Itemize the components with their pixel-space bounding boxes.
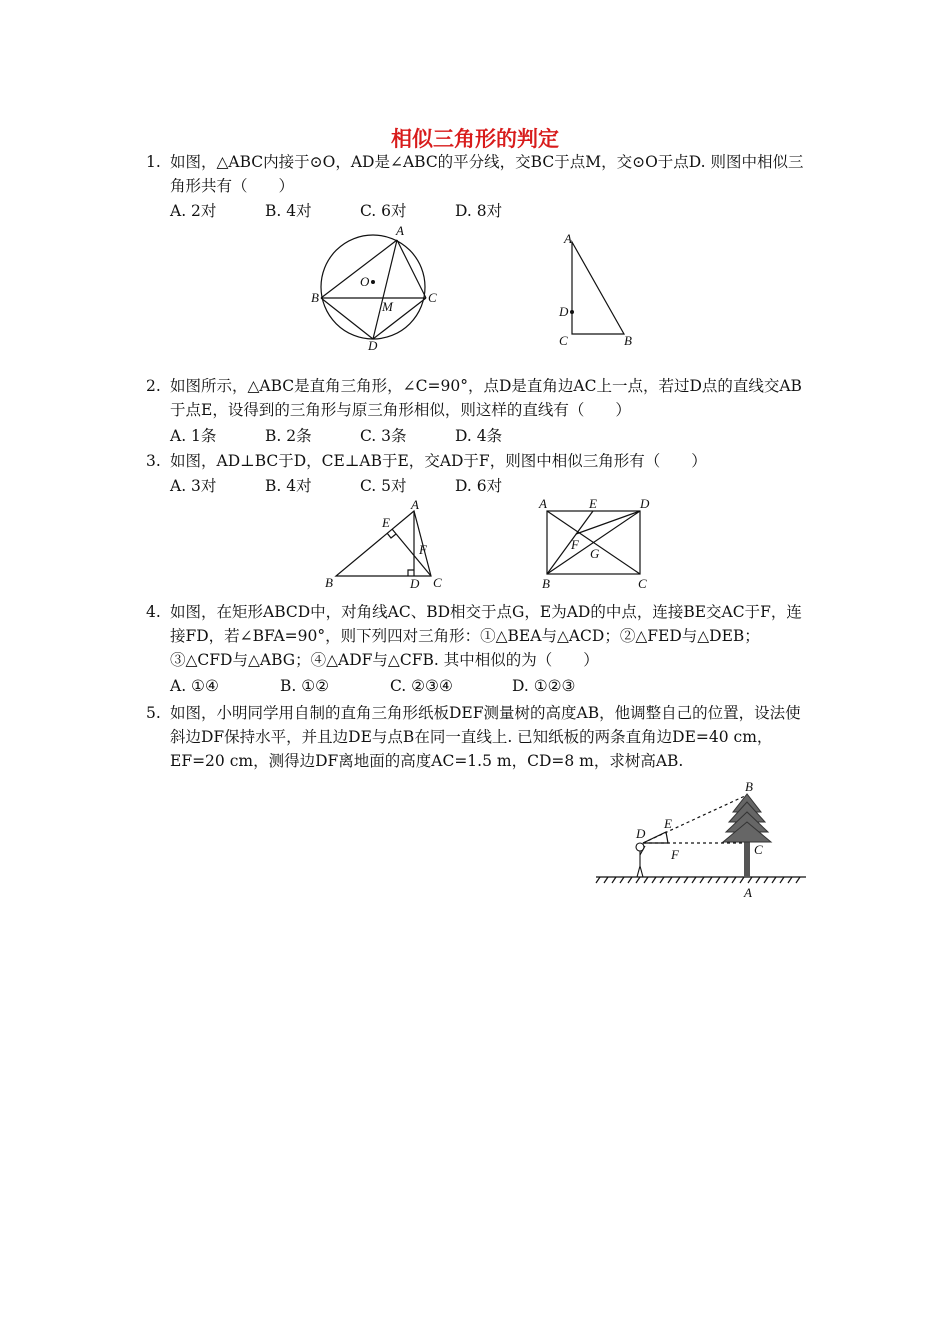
option-d: D. ①②③ bbox=[512, 677, 576, 695]
question-text: 如图所示，△ABC是直角三角形，∠C=90°，点D是直角边AC上一点，若过D点的直线交AB于点E，设得到的三角形与原三角形相似，则这样的直线有（ ） bbox=[170, 377, 802, 419]
label-d: D bbox=[640, 496, 650, 511]
question-number: 3. bbox=[146, 452, 161, 470]
label-c: C bbox=[428, 290, 437, 305]
question-text: 如图，小明同学用自制的直角三角形纸板DEF测量树的高度AB，他调整自己的位置，设法使斜边DF保持水平，并且边DE与点B在同一直线上. 已知纸板的两条直角边DE=40 cm，EF=20 cm，测得边DF离地面的高度AC=1.5 m，CD=8 m，求树高AB. bbox=[170, 704, 801, 770]
page-title: 相似三角形的判定 bbox=[391, 127, 559, 151]
option-a: A. ①④ bbox=[170, 677, 219, 695]
option-c: C. 3条 bbox=[360, 427, 407, 445]
option-d: D. 4条 bbox=[455, 427, 503, 445]
option-c: C. 5对 bbox=[360, 477, 407, 495]
label-d: D bbox=[368, 338, 378, 352]
segment-be bbox=[547, 511, 593, 574]
label-b: B bbox=[624, 333, 632, 348]
label-b: B bbox=[542, 576, 550, 591]
label-a: A bbox=[396, 223, 404, 238]
segment-fd bbox=[576, 511, 640, 534]
label-g: G bbox=[590, 546, 600, 561]
triangle-altitudes-figure bbox=[322, 497, 450, 593]
right-triangle-figure bbox=[550, 228, 640, 350]
question-number: 1. bbox=[146, 153, 161, 171]
question-3 bbox=[146, 449, 814, 473]
label-b: B bbox=[311, 290, 319, 305]
question-number: 4. bbox=[146, 603, 161, 621]
point-d bbox=[570, 310, 574, 314]
right-angle-e bbox=[387, 533, 396, 538]
label-b: B bbox=[745, 779, 753, 794]
label-f: F bbox=[419, 542, 427, 557]
tree-crown bbox=[723, 794, 771, 842]
label-f: F bbox=[571, 537, 579, 552]
label-d: D bbox=[410, 576, 420, 591]
label-c: C bbox=[433, 575, 442, 590]
segment-bd bbox=[321, 298, 373, 339]
question-text: 如图，在矩形ABCD中，对角线AC、BD相交于点G，E为AD的中点，连接BE交AC于F，连接FD，若∠BFA=90°，则下列四对三角形：①△BEA与△ACD；②△FED与△DEB；③△CFD与△ABG；④△ADF与△CFB. 其中相似的为（ ） bbox=[170, 603, 802, 669]
option-d: D. 6对 bbox=[455, 477, 503, 495]
question-5 bbox=[146, 701, 814, 773]
option-b: B. 4对 bbox=[265, 477, 312, 495]
person bbox=[636, 843, 645, 877]
triangle-abc bbox=[572, 242, 624, 334]
label-m: M bbox=[382, 299, 393, 314]
label-d: D bbox=[636, 826, 646, 841]
question-4 bbox=[146, 600, 814, 672]
label-a: A bbox=[411, 497, 419, 512]
label-c: C bbox=[638, 576, 647, 591]
label-c: C bbox=[754, 842, 763, 857]
tree-figure bbox=[594, 772, 808, 902]
question-number: 2. bbox=[146, 377, 161, 395]
rectangle-figure bbox=[534, 494, 658, 594]
label-b: B bbox=[325, 575, 333, 590]
option-a: A. 2对 bbox=[170, 202, 217, 220]
label-f: F bbox=[671, 847, 679, 862]
ground-hatch bbox=[596, 877, 800, 883]
label-e: E bbox=[382, 515, 390, 530]
option-b: B. 2条 bbox=[265, 427, 312, 445]
option-c: C. ②③④ bbox=[390, 677, 453, 695]
option-c: C. 6对 bbox=[360, 202, 407, 220]
question-text: 如图，△ABC内接于⊙O，AD是∠ABC的平分线，交BC于点M，交⊙O于点D. 则图中相似三角形共有（ ） bbox=[170, 153, 804, 195]
circle-o bbox=[321, 235, 425, 339]
label-a: A bbox=[744, 885, 752, 900]
label-a: A bbox=[564, 231, 572, 246]
question-text: 如图，AD⊥BC于D，CE⊥AB于E，交AD于F，则图中相似三角形有（ ） bbox=[170, 452, 707, 470]
question-1 bbox=[146, 150, 814, 198]
center-point bbox=[371, 280, 375, 284]
label-e: E bbox=[664, 816, 672, 831]
option-a: A. 3对 bbox=[170, 477, 217, 495]
label-d: D bbox=[559, 304, 569, 319]
triangle-def bbox=[643, 832, 668, 843]
label-a: A bbox=[539, 496, 547, 511]
option-b: B. 4对 bbox=[265, 202, 312, 220]
option-a: A. 1条 bbox=[170, 427, 217, 445]
label-c: C bbox=[559, 333, 568, 348]
label-e: E bbox=[589, 496, 597, 511]
question-number: 5. bbox=[146, 704, 161, 722]
option-b: B. ①② bbox=[280, 677, 330, 695]
option-d: D. 8对 bbox=[455, 202, 503, 220]
circle-figure bbox=[310, 222, 440, 352]
question-2 bbox=[146, 374, 814, 422]
label-o: O bbox=[360, 274, 370, 289]
